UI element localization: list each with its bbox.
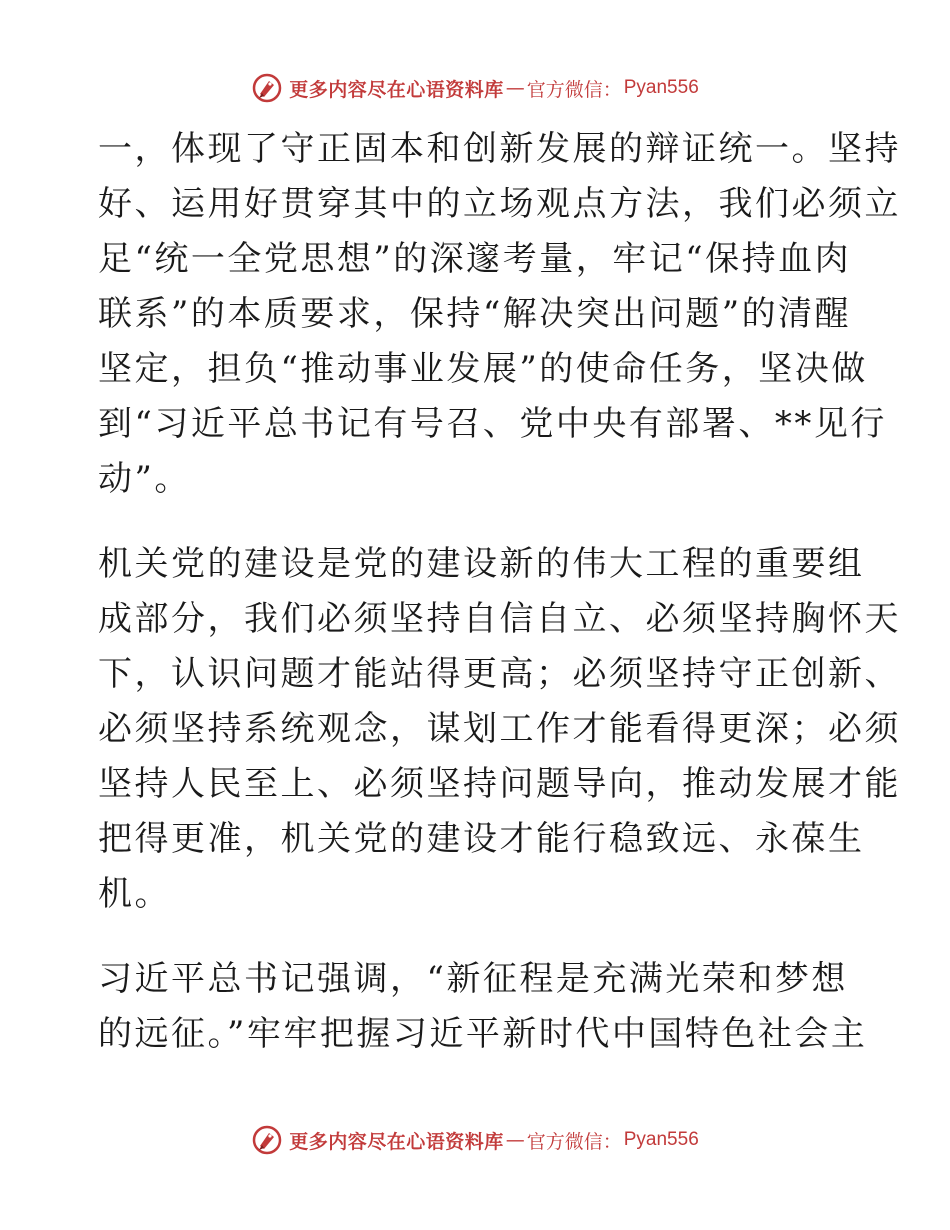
banner-brand: 更多内容尽在心语资料库: [289, 1130, 504, 1153]
banner-wechat-label: 官方微信：: [526, 78, 622, 101]
header-banner: [0, 70, 950, 106]
text-line: 机关党的建设是党的建设新的伟大工程的重要组: [98, 544, 865, 584]
text-line: 足“统一全党思想”的深邃考量，牢记“保持血肉: [98, 239, 852, 279]
paragraph-gap: [98, 922, 850, 952]
footer-banner: [0, 1122, 950, 1158]
pen-nib-logo-icon: [251, 72, 283, 104]
paragraph-3: [98, 952, 868, 1062]
text-line: 把得更准，机关党的建设才能行稳致远、永葆生: [98, 819, 865, 859]
text-line: 习近平总书记强调，“新征程是充满光荣和梦想: [98, 959, 848, 999]
text-line: 下，认识问题才能站得更高；必须坚持守正创新、: [98, 654, 901, 694]
text-line: 成部分，我们必须坚持自信自立、必须坚持胸怀天: [98, 599, 901, 639]
text-line: 坚定，担负“推动事业发展”的使命任务，坚决做: [98, 349, 868, 389]
banner-wechat-label: 官方微信：: [526, 1130, 622, 1153]
banner-dash: —: [505, 77, 525, 99]
text-line: 动”。: [98, 459, 191, 499]
text-line: 好、运用好贯穿其中的立场观点方法，我们必须立: [98, 184, 901, 224]
banner-wechat-handle: Pyan556: [623, 77, 699, 98]
banner-dash: —: [505, 1129, 525, 1151]
text-line: 一，体现了守正固本和创新发展的辩证统一。坚持: [98, 129, 901, 169]
text-line: 必须坚持系统观念，谋划工作才能看得更深；必须: [98, 709, 901, 749]
paragraph-2: [98, 537, 901, 922]
text-line: 到“习近平总书记有号召、党中央有部署、**见行: [98, 404, 887, 444]
paragraph-gap: [98, 507, 850, 537]
text-line: 机。: [98, 874, 171, 914]
pen-nib-logo-icon: [251, 1124, 283, 1156]
text-line: 联系”的本质要求，保持“解决突出问题”的清醒: [98, 294, 852, 334]
banner-brand: 更多内容尽在心语资料库: [289, 78, 504, 101]
banner-wechat-handle: Pyan556: [623, 1129, 699, 1150]
text-line: 坚持人民至上、必须坚持问题导向，推动发展才能: [98, 764, 901, 804]
text-line: 的远征。”牢牢把握习近平新时代中国特色社会主: [98, 1014, 868, 1054]
document-body: [98, 122, 901, 1062]
paragraph-1: [98, 122, 901, 507]
